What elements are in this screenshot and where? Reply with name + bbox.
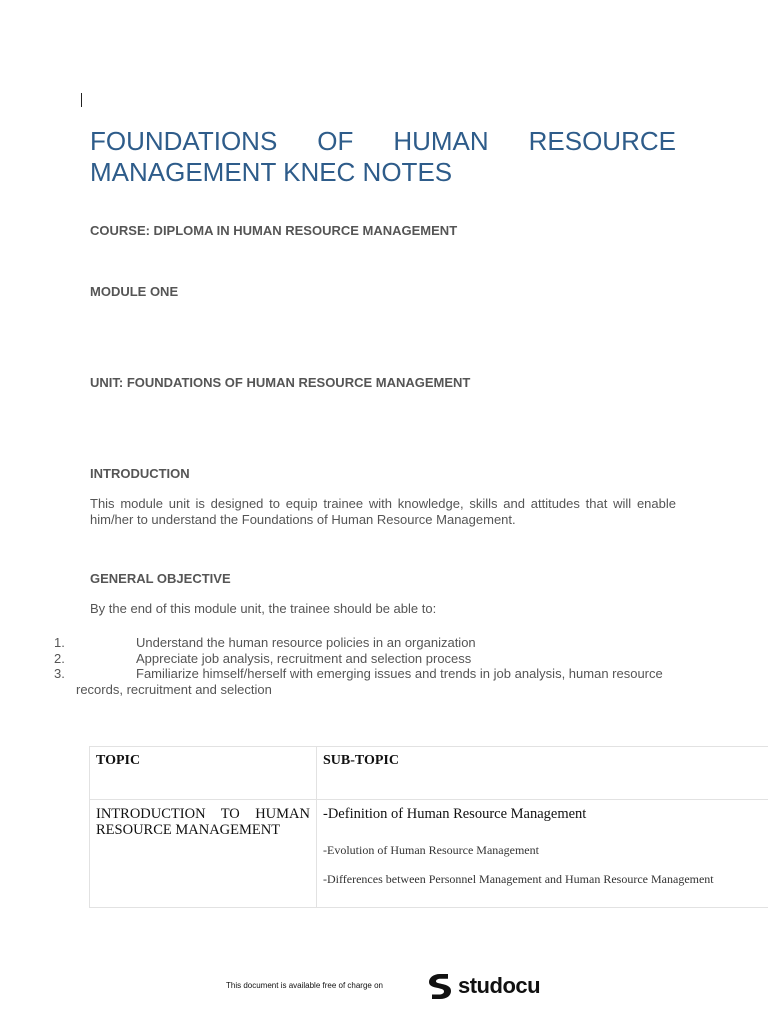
footer-banner (0, 965, 768, 1005)
subtopic-cell (317, 800, 768, 908)
table-header-row (90, 747, 768, 800)
list-number: 1. (54, 635, 65, 650)
list-number: 2. (54, 650, 65, 666)
list-item (54, 651, 676, 667)
list-text-continuation: records, recruitment and selection (76, 681, 272, 697)
subtopic-item: -Differences between Personnel Management and Human Resource Management (323, 872, 714, 886)
title-line-2: MANAGEMENT KNEC NOTES (90, 157, 453, 187)
objective-intro: By the end of this module unit, the trainee should be able to: (90, 601, 437, 616)
module-heading: MODULE ONE (90, 284, 179, 299)
list-item (54, 666, 676, 697)
list-number: 3. (54, 666, 65, 681)
introduction-heading: INTRODUCTION (90, 466, 190, 481)
course-heading: COURSE: DIPLOMA IN HUMAN RESOURCE MANAGEMENT (90, 223, 458, 238)
title-word: FOUNDATIONS (90, 126, 278, 156)
title-word: RESOURCE (528, 126, 676, 156)
subtopic-item: -Definition of Human Resource Management (323, 806, 587, 822)
topics-table (89, 746, 768, 908)
title-word: OF (317, 126, 354, 156)
general-objective-heading: GENERAL OBJECTIVE (90, 571, 231, 586)
list-text: Understand the human resource policies in an organization (136, 635, 476, 650)
title-word: HUMAN (393, 126, 489, 156)
objectives-list (54, 635, 676, 697)
list-text: Familiarize himself/herself with emerging issues and trends in job analysis, human resource (136, 666, 663, 681)
list-text: Appreciate job analysis, recruitment and selection process (136, 650, 472, 666)
studocu-logo-icon (424, 970, 456, 1002)
document-title (90, 126, 676, 188)
unit-heading: UNIT: FOUNDATIONS OF HUMAN RESOURCE MANAGEMENT (90, 375, 471, 390)
text-cursor (81, 93, 82, 107)
list-item (54, 635, 676, 651)
table-header-topic: TOPIC (90, 747, 317, 800)
footer-note: This document is available free of charge on (226, 981, 383, 990)
introduction-text: This module unit is designed to equip trainee with knowledge, skills and attitudes that will enable him/her to understand the Foundations of Human Resource Management. (90, 496, 676, 527)
topic-cell: INTRODUCTION TO HUMAN RESOURCE MANAGEMENT (90, 800, 317, 908)
table-header-subtopic: SUB-TOPIC (317, 747, 768, 800)
table-row (90, 800, 768, 908)
subtopic-item: -Evolution of Human Resource Management (323, 843, 539, 857)
studocu-brand[interactable]: studocu (458, 973, 541, 998)
title-line-1 (90, 126, 676, 157)
